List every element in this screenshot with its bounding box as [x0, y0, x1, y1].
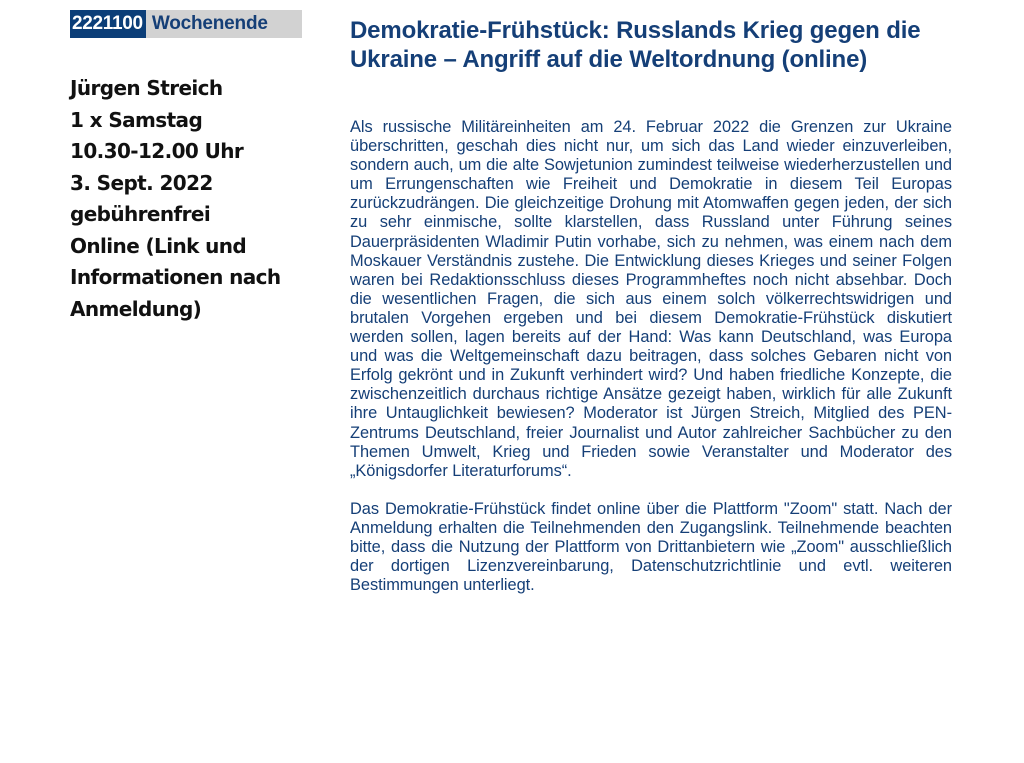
format-info-line-1: Online (Link und — [70, 233, 247, 258]
course-sidebar — [70, 10, 320, 341]
session-date: 3. Sept. 2022 — [70, 170, 213, 195]
session-time: 10.30-12.00 Uhr — [70, 139, 244, 163]
description-paragraph: Als russische Militäreinheiten am 24. Februar 2022 die Grenzen zur Ukraine überschritten, geschah dies nicht nur, um sich das Land wieder einzuverleiben, sondern auch, um die alte Sowjetunion zumindest teilweise wiederherzustellen und um Errungenschaften wie Freiheit und Demokratie in diesem Teil Europas zurückzudrängen. Die gleichzeitige Drohung mit Atomwaffen gegen jeden, der sich zu sehr einmische, sollte klarstellen, dass Russland unter Führung seines Dauerpräsidenten Wladimir Putin vorhabe, sich zu nehmen, was einem nach dem Moskauer Verständnis zustehe. Die Entwicklung dieses Krieges und seiner Folgen waren bei Redaktionsschluss dieses Programmheftes noch nicht absehbar. Doch die wesentlichen Fragen, die sich aus einem solch völkerrechtswidrigen und brutalen Vorgehen ergeben und bei diesem Demokratie-Frühstück diskutiert werden sollen, lagen bereits auf der Hand: Was kann Deutschland, was Europa und was die Weltgemeinschaft dazu beitragen, dass solches Gebaren nicht von Erfolg gekrönt und in Zukunft verhindert wird? Und haben friedliche Konzepte, die zwischenzeitlich durchaus richtige Ansätze gezeigt haben, wirklich für alle Zukunft ihre Untauglichkeit bewiesen? Moderator ist Jürgen Streich, Mitglied des PEN-Zentrums Deutschland, freier Journalist und Autor zahlreicher Sachbücher zu den Themen Umwelt, Krieg und Frieden sowie Veranstalter und Moderator des „Königsdorfer Literaturforums“. — [350, 118, 952, 480]
course-header-bar — [70, 10, 302, 38]
fee-info: gebührenfrei — [70, 202, 211, 226]
format-info-line-2: Informationen nach — [70, 265, 281, 289]
course-number: 2221100 — [70, 10, 146, 38]
session-count: 1 x Samstag — [70, 107, 203, 132]
participation-note-paragraph: Das Demokratie-Frühstück findet online über die Plattform "Zoom" statt. Nach der Anmeldung erhalten die Teilnehmenden den Zugangslink. Teilnehmende beachten bitte, dass die Nutzung der Plattform von Drittanbietern wie „Zoom" ausschließlich der dortigen Lizenzvereinbarung, Datenschutzrichtlinie und evtl. weiteren Bestimmungen unterliegt. — [350, 499, 952, 595]
course-category: Wochenende — [146, 10, 302, 38]
course-title: Demokratie-Frühstück: Russlands Krieg gegen die Ukraine – Angriff auf die Weltordnung (online) — [350, 17, 921, 73]
course-info-list — [70, 73, 320, 325]
instructor-name: Jürgen Streich — [70, 76, 223, 100]
course-description — [350, 16, 952, 595]
format-info-line-3: Anmeldung) — [70, 296, 202, 321]
